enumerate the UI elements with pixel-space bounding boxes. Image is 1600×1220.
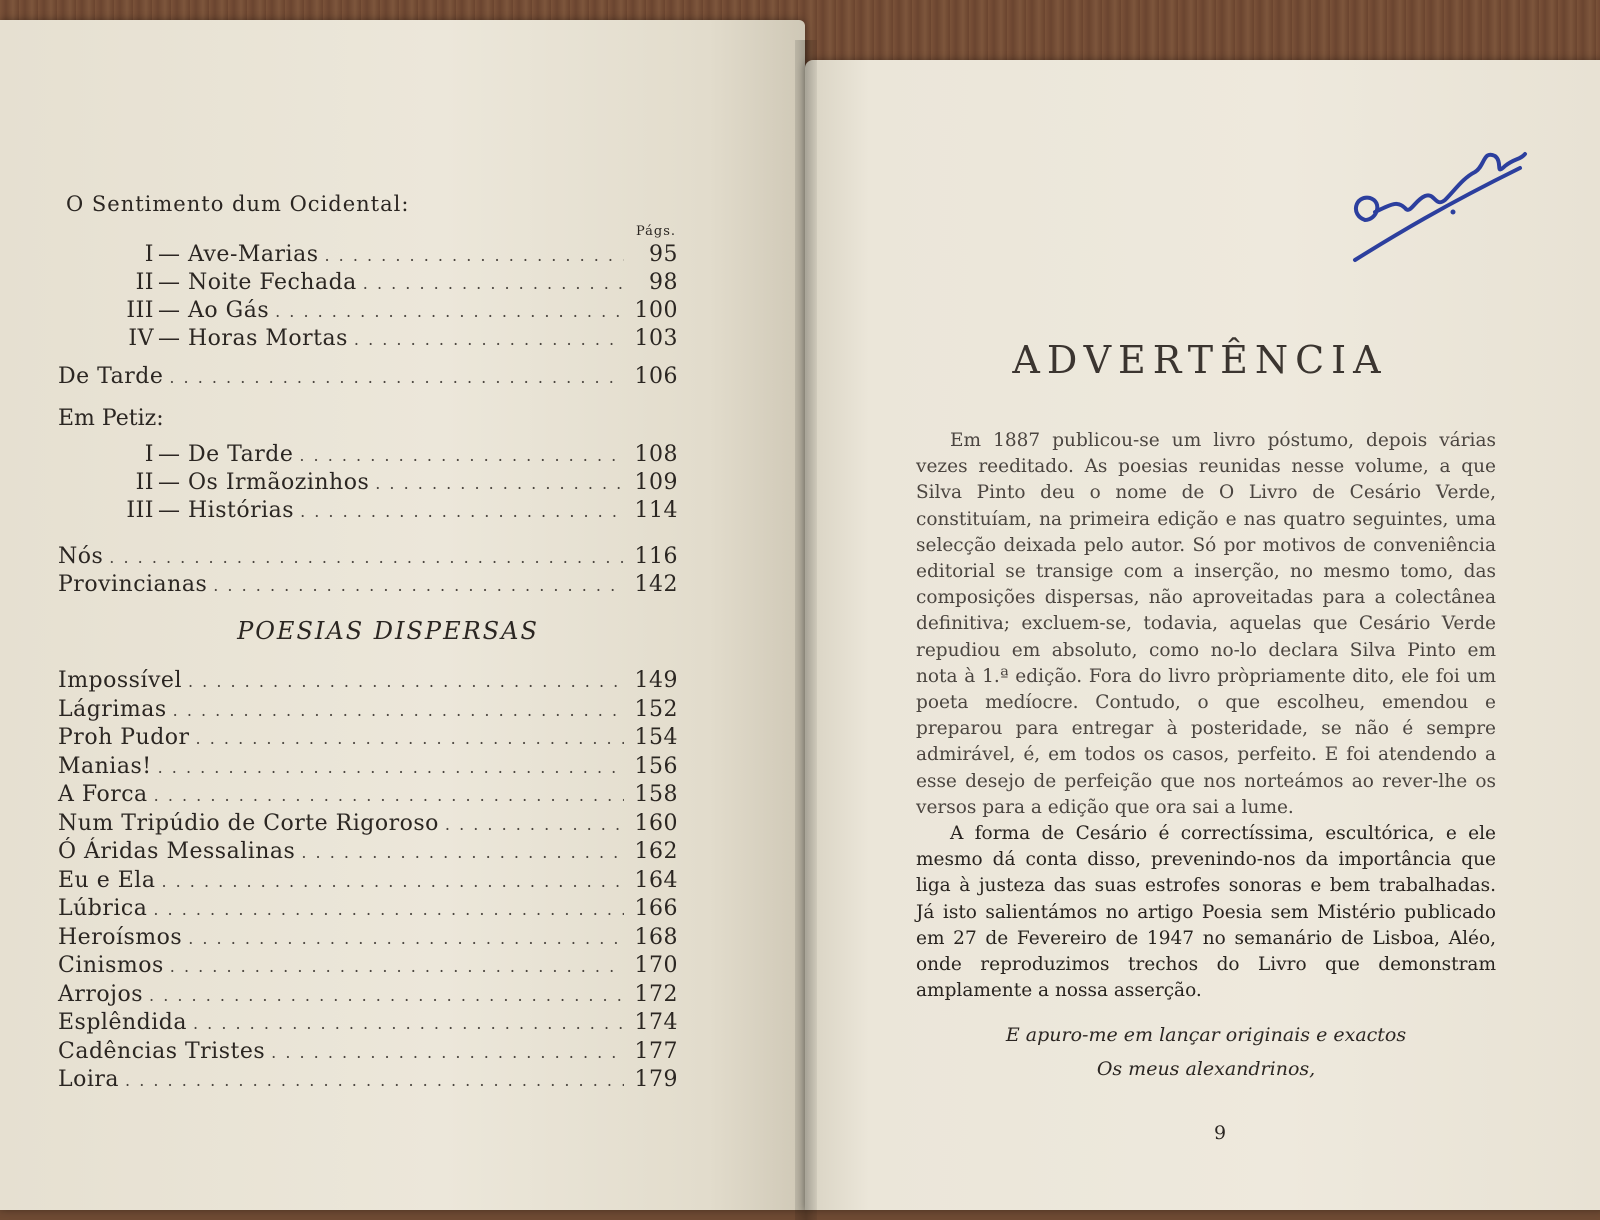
toc-page-number: 142	[634, 572, 678, 597]
toc-entry	[58, 543, 678, 571]
toc-entry-title: Ave-Marias	[188, 242, 319, 267]
toc-page-number: 100	[634, 298, 678, 323]
toc-entry-title: Lágrimas	[58, 696, 167, 722]
toc-entry	[58, 924, 678, 953]
section-title-sentimento: O Sentimento dum Ocidental:	[66, 192, 410, 216]
toc-entry	[58, 667, 678, 696]
pags-column-label: Págs.	[635, 224, 676, 239]
toc-entry-title: A Forca	[58, 782, 148, 807]
toc-page-number: 152	[634, 696, 678, 722]
toc-entry-title: Histórias	[188, 498, 295, 523]
toc-entry	[58, 981, 678, 1010]
toc-entry-title: Heroísmos	[58, 924, 183, 950]
toc-entry-title: Horas Mortas	[188, 326, 348, 351]
part-number: II	[135, 270, 154, 295]
toc-page-number: 154	[634, 725, 678, 750]
toc-entry: I — Ave-Marias . . . 95	[58, 241, 678, 269]
leader-dots	[193, 1010, 624, 1039]
toc-entry	[58, 895, 678, 924]
toc-page-number: 149	[634, 668, 678, 693]
toc-page-number: 109	[634, 470, 678, 495]
toc-entry	[58, 724, 678, 753]
leader-dots	[301, 839, 624, 868]
toc-entry-title: Impossível	[58, 668, 182, 693]
toc-entry-title: Eu e Ela	[58, 867, 156, 893]
toc-entry-title: Os Irmãozinhos	[188, 470, 370, 495]
leader-dots	[213, 572, 624, 600]
leader-dots	[154, 782, 624, 811]
quoted-verse	[916, 1018, 1496, 1086]
advertencia-body	[916, 428, 1496, 1004]
toc-entry-title: Esplêndida	[58, 1010, 187, 1035]
toc-entry: III — Histórias . . . 114	[58, 497, 678, 525]
toc-entry-title: Manias!	[58, 753, 152, 779]
toc-page-number: 174	[634, 1010, 678, 1035]
toc-page-number: 103	[634, 326, 678, 351]
leader-dots	[196, 725, 624, 754]
part-number: II	[135, 470, 154, 495]
leader-dots	[354, 326, 624, 354]
leader-dots	[375, 470, 624, 498]
toc-page-number: 168	[634, 924, 678, 950]
leader-dots	[300, 498, 624, 526]
toc-entry	[58, 781, 678, 810]
leader-dots	[271, 1039, 624, 1068]
toc-entry-title: Provincianas	[58, 572, 208, 597]
toc-entry	[58, 1009, 678, 1038]
leader-dots	[161, 868, 624, 897]
toc-entry	[58, 696, 678, 725]
toc-entry	[58, 810, 678, 839]
toc-entry: I — De Tarde . . . 108	[58, 441, 678, 469]
toc-entry-title: Loira	[58, 1067, 120, 1092]
toc-entry	[58, 1066, 678, 1095]
toc-entry-title: Num Tripúdio de Corte Rigoroso	[58, 810, 439, 836]
advertencia-heading: ADVERTÊNCIA	[1012, 338, 1388, 382]
leader-dots	[153, 896, 624, 925]
toc-entry: II — Os Irmãozinhos . . . 109	[58, 469, 678, 497]
leader-dots	[188, 925, 624, 954]
verse-line-1: E apuro-me em lançar originais e exactos	[1005, 1024, 1407, 1046]
toc-page-number: 170	[634, 953, 678, 978]
toc-page-number: 108	[634, 442, 678, 467]
toc-entry-title: Proh Pudor	[58, 725, 190, 750]
toc-entry-title: Arrojos	[58, 981, 144, 1007]
handwritten-signature	[1335, 120, 1535, 280]
leader-dots	[169, 364, 624, 392]
paragraph-1: Em 1887 publicou-se um livro póstumo, depois várias vezes reeditado. As poesias reunidas nesse volume, a que Silva Pinto deu o nome de O Livro de Cesário Verde, constituíam, na primeira edição e nas quatro seguintes, uma selecção deixada pelo autor. Só por motivos de conveniência editorial se transige com a inserção, no mesmo tomo, das composições dispersas, não aproveitadas para a colectânea definitiva; excluem-se, todavia, aquelas que Cesário Verde repudiou em absoluto, como no-lo declara Silva Pinto em nota à 1.ª edição. Fora do livro pròpriamente dito, ele foi um poeta medíocre. Contudo, o que escolheu, emendou e preparou para entregar à posteridade, se não é sempre admirável, é, em todos os casos, perfeito. E foi atendendo a esse desejo de perfeição que nos norteámos ao rever-lhe os versos para a edição que ora sai a lume.	[916, 430, 1496, 818]
toc-entry-title: Noite Fechada	[188, 270, 357, 295]
toc-entry: III — Ao Gás . . . 100	[58, 297, 678, 325]
leader-dots	[158, 754, 624, 783]
toc-entry	[58, 753, 678, 782]
toc-page-number: 106	[634, 364, 678, 389]
leader-dots	[299, 442, 624, 470]
toc-entry-title: Cinismos	[58, 953, 164, 978]
toc-page-number: 158	[634, 782, 678, 807]
petiz-list	[58, 441, 678, 525]
part-number: IV	[128, 326, 154, 351]
toc-entry-title: Cadências Tristes	[58, 1038, 266, 1064]
toc-page-number: 156	[634, 753, 678, 779]
toc-page-number: 98	[649, 270, 678, 295]
leader-dots	[445, 811, 624, 840]
toc-page-number: 172	[634, 981, 678, 1007]
leader-dots	[275, 298, 624, 326]
part-number: III	[126, 498, 154, 523]
page-number: 9	[1213, 1122, 1227, 1144]
sentimento-list	[58, 241, 678, 353]
leader-dots	[188, 668, 624, 697]
toc-entry-title: De Tarde	[188, 442, 294, 467]
table-of-contents	[58, 192, 678, 1095]
leader-dots	[109, 544, 624, 572]
toc-entry	[58, 838, 678, 867]
toc-entry	[58, 571, 678, 599]
book-gutter	[795, 40, 817, 1220]
leader-dots	[149, 982, 624, 1011]
leader-dots	[170, 953, 624, 982]
leader-dots	[173, 697, 624, 726]
toc-entry	[58, 1038, 678, 1067]
part-number: I	[144, 242, 154, 267]
leader-dots	[125, 1067, 624, 1096]
toc-entry-title: Ao Gás	[188, 298, 270, 323]
part-number: I	[144, 442, 154, 467]
toc-entry-title: Lúbrica	[58, 896, 148, 921]
toc-entry	[58, 363, 678, 391]
toc-page-number: 164	[634, 867, 678, 893]
toc-entry: II — Noite Fechada . . . 98	[58, 269, 678, 297]
toc-page-number: 162	[634, 839, 678, 864]
toc-page-number: 160	[634, 810, 678, 836]
poesias-dispersas-heading: POESIAS DISPERSAS	[237, 617, 539, 645]
leader-dots	[324, 242, 624, 270]
verse-line-2: Os meus alexandrinos,	[1096, 1058, 1316, 1080]
toc-page-number: 166	[634, 896, 678, 921]
toc-entry-title: De Tarde	[58, 364, 164, 389]
toc-page-number: 177	[634, 1038, 678, 1064]
paragraph-2: A forma de Cesário é correctíssima, escultórica, e ele mesmo dá conta disso, prevenindo-nos da importância que liga à justeza das suas estrofes sonoras e bem trabalhadas. Já isto salientámos no artigo Poesia sem Mistério publicado em 27 de Fevereiro de 1947 no semanário de Lisboa, Aléo, onde reproduzimos trechos do Livro que demonstram amplamente a nossa asserção.	[916, 823, 1496, 1002]
toc-entry-title: Nós	[58, 544, 104, 569]
toc-page-number: 95	[649, 242, 678, 267]
dispersas-list	[58, 667, 678, 1095]
part-number: III	[126, 298, 154, 323]
toc-entry-title: Ó Áridas Messalinas	[58, 839, 296, 864]
toc-page-number: 179	[634, 1067, 678, 1092]
toc-page-number: 114	[634, 498, 678, 523]
leader-dots	[363, 270, 624, 298]
toc-entry: IV — Horas Mortas . . . 103	[58, 325, 678, 353]
toc-entry	[58, 867, 678, 896]
toc-entry	[58, 952, 678, 981]
toc-page-number: 116	[634, 544, 678, 569]
group-label-em-petiz: Em Petiz:	[58, 406, 164, 431]
